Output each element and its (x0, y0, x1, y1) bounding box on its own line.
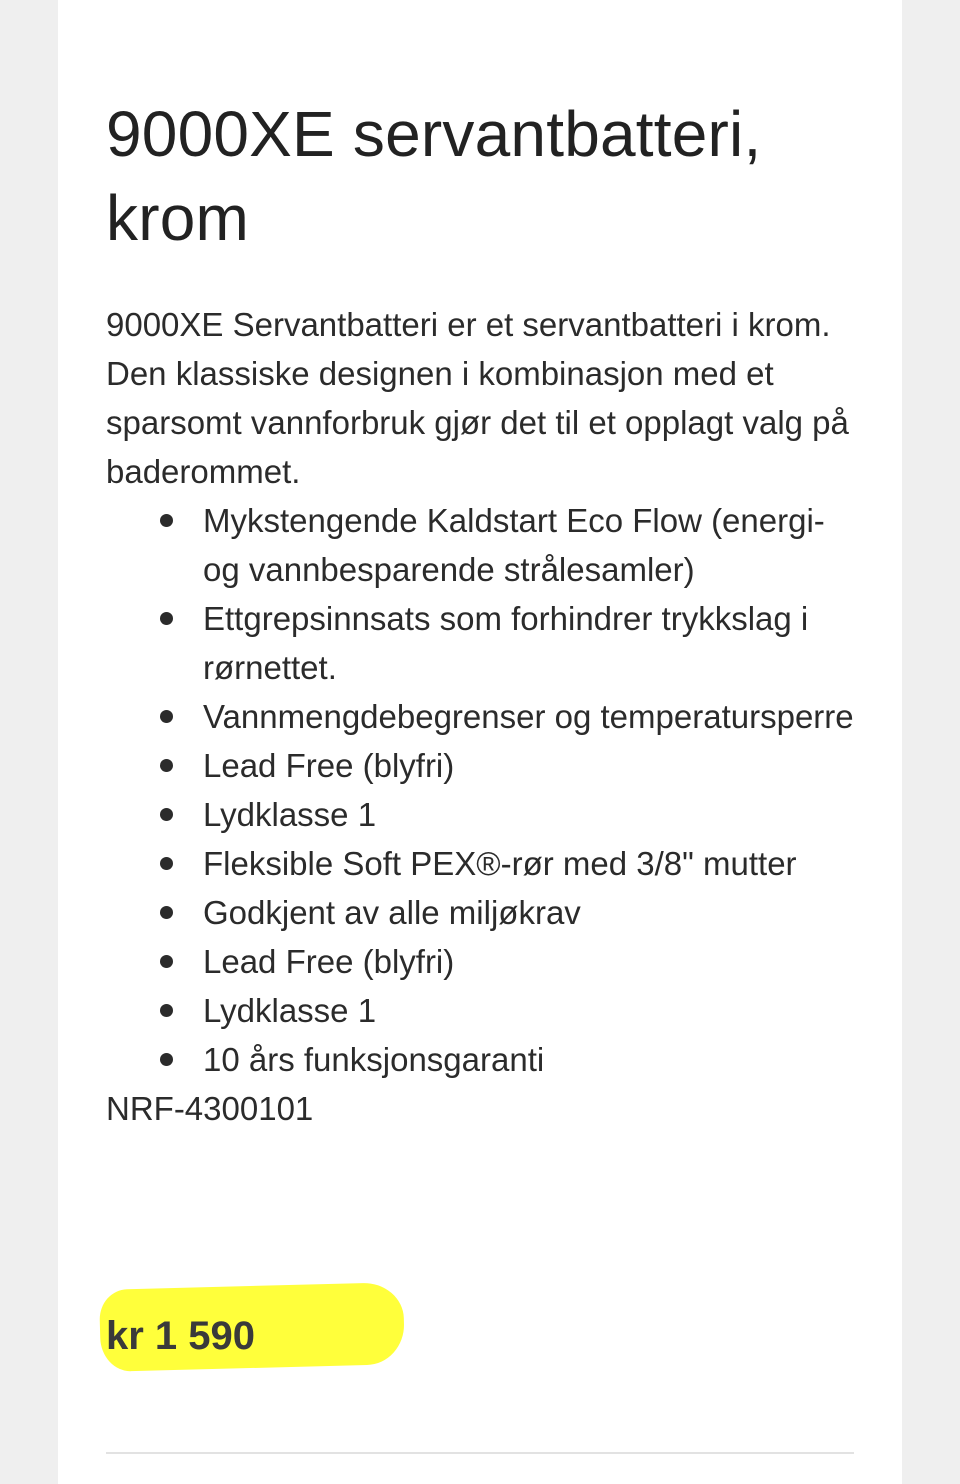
bullet-icon (160, 612, 173, 625)
product-card (58, 0, 902, 1484)
product-title: 9000XE servantbatteri, krom (106, 98, 762, 254)
divider (106, 1452, 854, 1454)
bullet-icon (160, 514, 173, 527)
feature-text: Mykstengende Kaldstart Eco Flow (energi- og vannbesparende strålesamler) (203, 502, 825, 588)
feature-text: Lead Free (blyfri) (203, 943, 455, 980)
feature-item (106, 839, 866, 888)
feature-text: Lydklasse 1 (203, 796, 377, 833)
feature-text: Vannmengdebegrenser og temperatursperre (203, 698, 854, 735)
feature-text: Godkjent av alle miljøkrav (203, 894, 581, 931)
bullet-icon (160, 759, 173, 772)
bullet-icon (160, 955, 173, 968)
feature-item (106, 692, 866, 741)
bullet-icon (160, 808, 173, 821)
product-description: 9000XE Servantbatteri er et servantbatteri i krom. Den klassiske designen i kombinasjon med et sparsomt vannforbruk gjør det til et opplagt valg på baderommet. (106, 306, 849, 490)
feature-item (106, 888, 866, 937)
bullet-icon (160, 906, 173, 919)
feature-text: Lead Free (blyfri) (203, 747, 455, 784)
feature-item (106, 496, 866, 594)
bullet-icon (160, 857, 173, 870)
bullet-icon (160, 710, 173, 723)
feature-text: Lydklasse 1 (203, 992, 377, 1029)
bullet-icon (160, 1004, 173, 1017)
feature-item (106, 790, 866, 839)
feature-item (106, 937, 866, 986)
product-content (106, 92, 866, 1133)
nrf-number: NRF-4300101 (106, 1090, 314, 1127)
bullet-icon (160, 1053, 173, 1066)
feature-text: Fleksible Soft PEX®-rør med 3/8" mutter (203, 845, 797, 882)
feature-text: 10 års funksjonsgaranti (203, 1041, 545, 1078)
feature-item (106, 986, 866, 1035)
feature-item (106, 741, 866, 790)
product-price: kr 1 590 (106, 1314, 256, 1358)
feature-list (106, 496, 866, 1084)
feature-item (106, 594, 866, 692)
feature-text: Ettgrepsinnsats som forhindrer trykkslag i rørnettet. (203, 600, 809, 686)
price-block (106, 1300, 406, 1380)
feature-item (106, 1035, 866, 1084)
